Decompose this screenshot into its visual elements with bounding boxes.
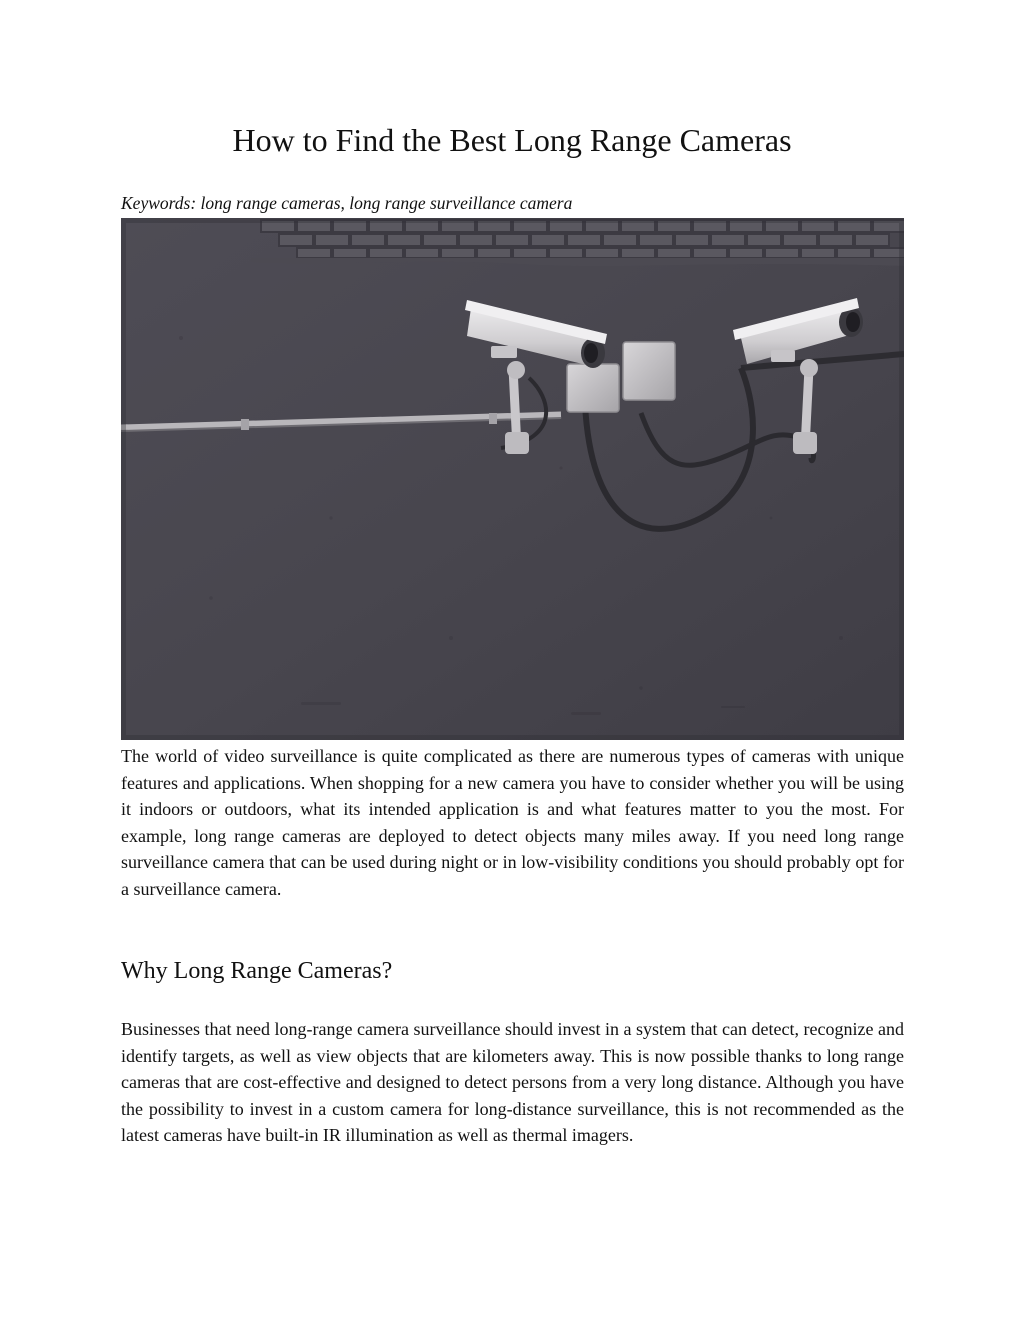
section-heading: Why Long Range Cameras? [121, 958, 393, 984]
brick-band [261, 220, 904, 258]
intro-paragraph: The world of video surveillance is quite complicated as there are numerous types of cameras with unique features and applications. When shopping for a new camera you have to consider whether you will be using it indoors or outdoors, what its intended application is and what features matter to you the most. For example, long range cameras are deployed to detect objects many miles away. If you need long range surveillance camera that can be used during night or in low-visibility conditions you should probably opt for a surveillance camera. [121, 746, 904, 899]
section-paragraph: Businesses that need long-range camera surveillance should invest in a system that can detect, recognize and identify targets, as well as view objects that are kilometers away. This is now possible thanks to long range cameras that are cost-effective and designed to detect persons from a very long distance. Although you have the possibility to invest in a custom camera for long-distance surveillance, this is not recommended as the latest cameras have built-in IR illumination as well as thermal imagers. [121, 1019, 904, 1145]
page-title: How to Find the Best Long Range Cameras [232, 122, 792, 158]
keywords-line: Keywords: long range cameras, long range surveillance camera [121, 193, 573, 213]
surveillance-cameras-photo [121, 218, 904, 740]
